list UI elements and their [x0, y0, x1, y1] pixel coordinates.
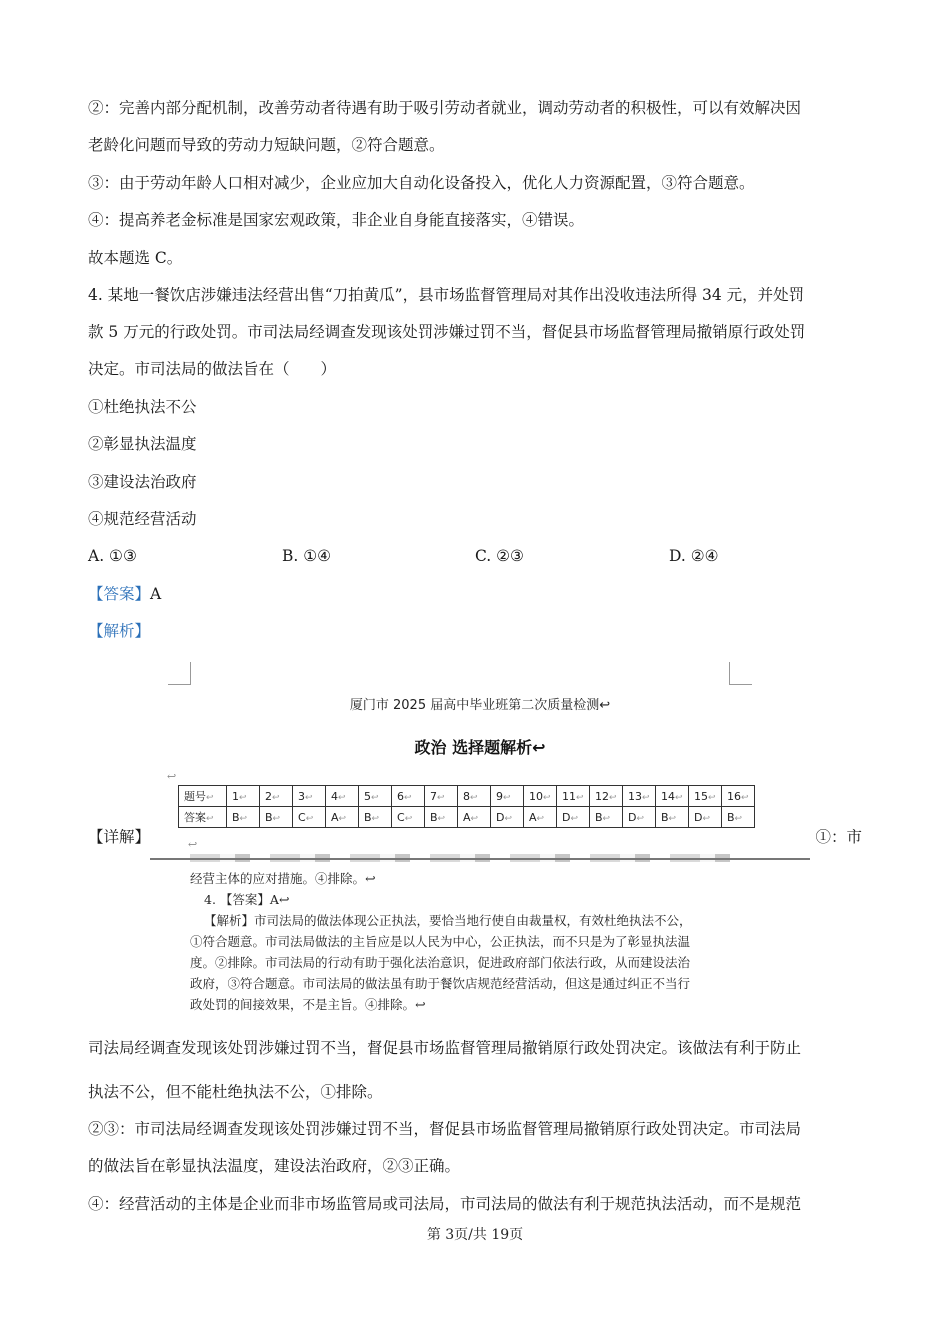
answer-line	[88, 583, 862, 605]
table-cell: D↩	[557, 807, 590, 828]
question-stem: 款 5 万元的行政处罚。市司法局经调查发现该处罚涉嫌过罚不当，督促县市场监督管理局撤销原行政处罚	[88, 323, 806, 341]
table-row	[179, 786, 755, 807]
scan-line: ①符合题意。市司法局做法的主旨应是以人民为中心，公正执法，而不只是为了彰显执法温	[190, 934, 691, 949]
table-cell: B↩	[590, 807, 623, 828]
table-cell: B↩	[359, 807, 392, 828]
table-row	[179, 807, 755, 828]
question-item: ①杜绝执法不公	[88, 398, 197, 416]
table-cell: B↩	[722, 807, 755, 828]
table-cell: B↩	[656, 807, 689, 828]
paragraph-line: 故本题选 C。	[88, 249, 183, 267]
paragraph-line: ②：完善内部分配机制，改善劳动者待遇有助于吸引劳动者就业，调动劳动者的积极性，可以有效解决因	[88, 99, 802, 117]
table-cell: C↩	[392, 807, 425, 828]
table-cell: B↩	[425, 807, 458, 828]
scan-title: 厦门市 2025 届高中毕业班第二次质量检测↩	[349, 698, 611, 713]
table-cell: 5↩	[359, 786, 392, 807]
paragraph-line: 司法局经调查发现该处罚涉嫌过罚不当，督促县市场监督管理局撤销原行政处罚决定。该做法有利于防止	[88, 1039, 802, 1057]
scan-line: 【解析】市司法局的做法体现公正执法，要恰当地行使自由裁量权，有效杜绝执法不公，	[204, 913, 692, 928]
option-c: C. ②③	[475, 547, 524, 565]
question-item: ②彰显执法温度	[88, 435, 197, 453]
table-header-cell: 答案↩	[179, 807, 227, 828]
question-stem: 决定。市司法局的做法旨在（ ）	[88, 360, 337, 378]
answer-table	[178, 785, 755, 828]
table-cell: 10↩	[524, 786, 557, 807]
table-cell: B↩	[260, 807, 293, 828]
paragraph-line: 的做法旨在彰显执法温度，建设法治政府，②③正确。	[88, 1157, 461, 1175]
paragraph-line: ④：提高养老金标准是国家宏观政策，非企业自身能直接落实，④错误。	[88, 211, 585, 229]
paragraph-line: 执法不公，但不能杜绝执法不公，①排除。	[88, 1083, 383, 1101]
table-cell: D↩	[623, 807, 656, 828]
scan-line: 经营主体的应对措施。④排除。↩	[190, 871, 376, 886]
answer-label: 【答案】	[88, 585, 151, 603]
return-mark: ↩	[188, 838, 198, 851]
table-cell: 1↩	[227, 786, 260, 807]
table-cell: A↩	[458, 807, 491, 828]
table-cell: D↩	[689, 807, 722, 828]
return-mark: ↩	[167, 770, 177, 783]
scan-line: 政府，③符合题意。市司法局的做法虽有助于餐饮店规范经营活动，但这是通过纠正不当行	[190, 976, 691, 991]
table-cell: A↩	[524, 807, 557, 828]
paragraph-line: ③：由于劳动年龄人口相对减少，企业应加大自动化设备投入，优化人力资源配置，③符合题意。	[88, 174, 755, 192]
table-cell: 8↩	[458, 786, 491, 807]
table-cell: 16↩	[722, 786, 755, 807]
table-cell: 15↩	[689, 786, 722, 807]
table-cell: 12↩	[590, 786, 623, 807]
paragraph-line: ②③：市司法局经调查发现该处罚涉嫌过罚不当，督促县市场监督管理局撤销原行政处罚决定。市司法局	[88, 1120, 802, 1138]
option-b: B. ①④	[282, 547, 332, 565]
table-cell: C↩	[293, 807, 326, 828]
scan-line: 4. 【答案】A↩	[204, 892, 290, 907]
scan-line: 政处罚的间接效果，不是主旨。④排除。↩	[190, 997, 426, 1012]
scan-explanation	[190, 868, 750, 1015]
table-cell: 14↩	[656, 786, 689, 807]
table-cell: 7↩	[425, 786, 458, 807]
scan-line: 度。②排除。市司法局的行动有助于强化法治意识，促进政府部门依法行政，从而建设法治	[190, 955, 691, 970]
table-cell: B↩	[227, 807, 260, 828]
question-stem: 4. 某地一餐饮店涉嫌违法经营出售“刀拍黄瓜”，县市场监督管理局对其作出没收违法所得 34 元，并处罚	[88, 286, 805, 304]
crop-mark	[168, 662, 191, 685]
detail-label: 【详解】	[88, 828, 151, 846]
table-cell: D↩	[491, 807, 524, 828]
option-a: A. ①③	[88, 547, 137, 565]
detail-continued: ①：市	[815, 828, 862, 846]
crop-mark	[729, 662, 752, 685]
page-number: 第 3页/共 19页	[426, 1227, 524, 1243]
paragraph-line: 老龄化问题而导致的劳动力短缺问题，②符合题意。	[88, 136, 445, 154]
question-item: ④规范经营活动	[88, 510, 197, 528]
option-d: D. ②④	[669, 547, 719, 565]
table-cell: 9↩	[491, 786, 524, 807]
paragraph-line: ④：经营活动的主体是企业而非市场监管局或司法局，市司法局的做法有利于规范执法活动，而不是规范	[88, 1195, 802, 1213]
divider	[150, 858, 810, 860]
embedded-scan-image	[150, 660, 810, 1015]
scan-subtitle: 政治 选择题解析↩	[414, 738, 546, 757]
table-cell: 4↩	[326, 786, 359, 807]
table-cell: 6↩	[392, 786, 425, 807]
answer-value: A	[150, 585, 162, 603]
table-cell: 2↩	[260, 786, 293, 807]
table-header-cell: 题号↩	[179, 786, 227, 807]
table-cell: 3↩	[293, 786, 326, 807]
table-cell: A↩	[326, 807, 359, 828]
table-cell: 13↩	[623, 786, 656, 807]
question-item: ③建设法治政府	[88, 473, 197, 491]
table-cell: 11↩	[557, 786, 590, 807]
analysis-label: 【解析】	[88, 622, 151, 640]
